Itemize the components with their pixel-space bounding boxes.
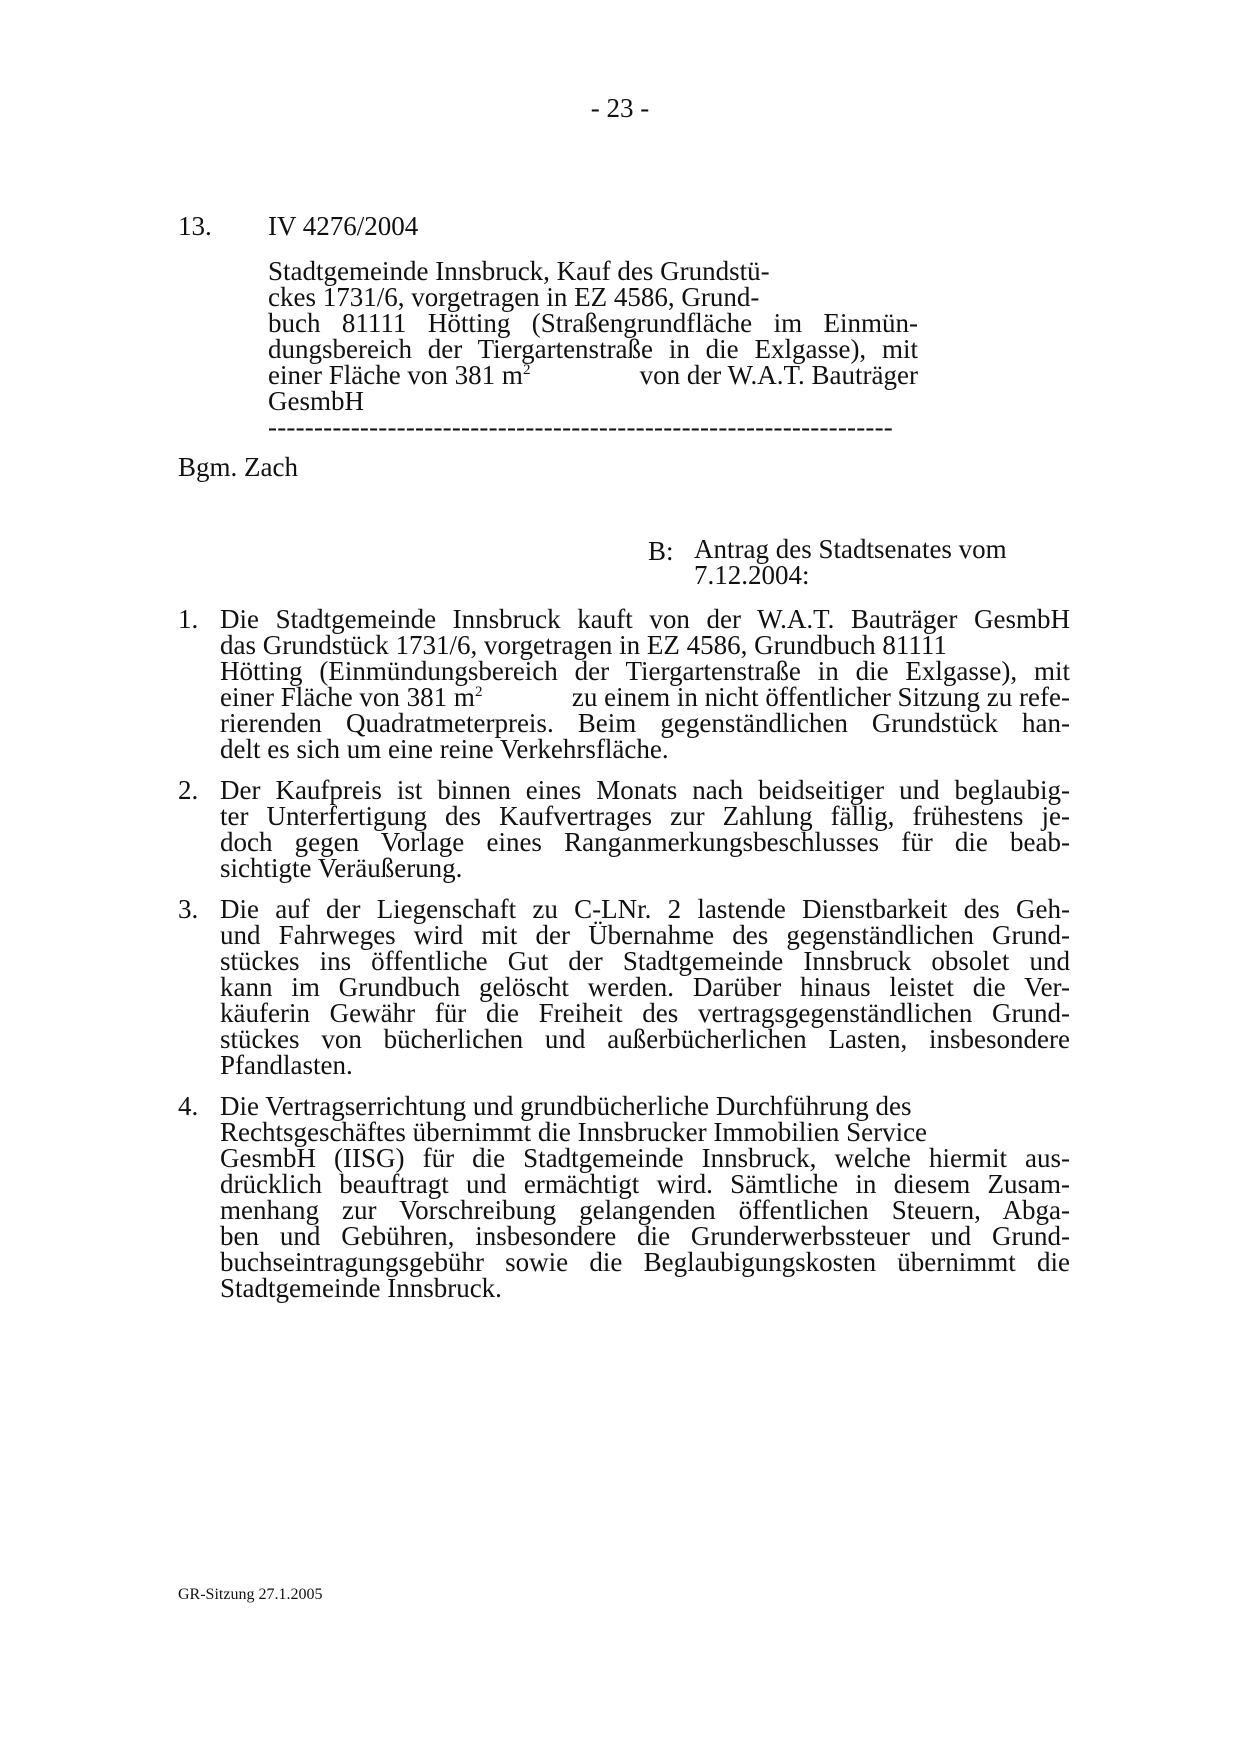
list-line: stückes ins öffentliche Gut der Stadtgemeinde Innsbruck obsolet und [220, 946, 1070, 976]
list-item-number: 2. [178, 775, 199, 805]
area-superscript: 2 [522, 362, 531, 378]
list-line: buchseintragungsgebühr sowie die Beglaubigungskosten übernimmt die [220, 1247, 1070, 1277]
description-line [268, 362, 918, 388]
page-number: - 23 - [590, 93, 650, 123]
list-line: rierenden Quadratmeterpreis. Beim gegenständlichen Grundstück han- [220, 708, 1070, 738]
list-line: drücklich beauftragt und ermächtigt wird. Sämtliche in diesem Zusam- [220, 1169, 1070, 1199]
list-line-part: einer Fläche von 381 m [220, 682, 475, 712]
footer-meeting-date: GR-Sitzung 27.1.2005 [178, 1586, 323, 1603]
list-line: Hötting (Einmündungsbereich der Tiergartenstraße in die Exlgasse), mit [220, 656, 1070, 686]
list-line: menhang zur Vorschreibung gelangenden öffentlichen Steuern, Abga- [220, 1195, 1070, 1225]
list-line: doch gegen Vorlage eines Ranganmerkungsbeschlusses für die beab- [220, 827, 1070, 857]
description-line: dungsbereich der Tiergartenstraße in die Exlgasse), mit [268, 334, 918, 364]
list-line-part: zu einem in nicht öffentlicher Sitzung zu refe- [571, 682, 1070, 712]
list-item-number: 4. [178, 1091, 199, 1121]
list-item-text [220, 777, 1070, 881]
list-item [178, 1093, 1070, 1301]
speaker-name: Bgm. Zach [178, 452, 298, 482]
motion-text [694, 536, 1074, 588]
list-line: Die Vertragserrichtung und grundbücherliche Durchführung des [220, 1091, 912, 1121]
list-item [178, 896, 1070, 1078]
list-line: Rechtsgeschäftes übernimmt die Innsbrucker Immobilien Service [220, 1117, 928, 1147]
list-line [220, 684, 1070, 710]
description-line-part: einer Fläche von 381 m [268, 360, 523, 390]
list-line: Pfandlasten. [220, 1050, 353, 1080]
description-line: GesmbH [268, 386, 364, 416]
agenda-item-code: IV 4276/2004 [268, 211, 419, 241]
list-line: sichtigte Veräußerung. [220, 853, 463, 883]
motion-text-line: Antrag des Stadtsenates vom [694, 534, 1007, 564]
list-item-number: 1. [178, 604, 199, 634]
list-line: Stadtgemeinde Innsbruck. [220, 1273, 502, 1303]
list-line: Der Kaufpreis ist binnen eines Monats nach beidseitiger und beglaubig- [220, 775, 1070, 805]
list-item [178, 606, 1070, 762]
motion-label: B: [648, 536, 674, 566]
list-line: Die Stadtgemeinde Innsbruck kauft von der W.A.T. Bauträger GesmbH [220, 604, 1070, 634]
description-line: buch 81111 Hötting (Straßengrundfläche im Einmün- [268, 308, 918, 338]
list-line: und Fahrweges wird mit der Übernahme des gegenständlichen Grund- [220, 920, 1070, 950]
list-line: käuferin Gewähr für die Freiheit des vertragsgegenständlichen Grund- [220, 998, 1070, 1028]
list-line: stückes von bücherlichen und außerbücherlichen Lasten, insbesondere [220, 1024, 1070, 1054]
list-item-text [220, 1093, 1070, 1301]
list-line: kann im Grundbuch gelöscht werden. Darüber hinaus leistet die Ver- [220, 972, 1070, 1002]
list-item-text [220, 606, 1070, 762]
list-line: Die auf der Liegenschaft zu C-LNr. 2 lastende Dienstbarkeit des Geh- [220, 894, 1070, 924]
list-line: ter Unterfertigung des Kaufvertrages zur Zahlung fällig, frühestens je- [220, 801, 1070, 831]
list-line: das Grundstück 1731/6, vorgetragen in EZ 4586, Grundbuch 81111 [220, 630, 947, 660]
resolution-list [178, 606, 1070, 1316]
list-item [178, 777, 1070, 881]
agenda-item-description [268, 258, 918, 414]
description-line: ckes 1731/6, vorgetragen in EZ 4586, Grund- [268, 282, 760, 312]
list-line: GesmbH (IISG) für die Stadtgemeinde Innsbruck, welche hiermit aus- [220, 1143, 1070, 1173]
separator-line: -------------------------------------------------------------------- [268, 412, 894, 442]
motion-text-line: 7.12.2004: [694, 560, 810, 590]
list-line: delt es sich um eine reine Verkehrsfläche. [220, 734, 669, 764]
list-item-number: 3. [178, 894, 199, 924]
description-line-part: von der W.A.T. Bauträger [639, 360, 918, 390]
description-line: Stadtgemeinde Innsbruck, Kauf des Grundstü- [268, 256, 770, 286]
area-superscript: 2 [474, 684, 483, 700]
list-line: ben und Gebühren, insbesondere die Grunderwerbssteuer und Grund- [220, 1221, 1070, 1251]
list-item-text [220, 896, 1070, 1078]
agenda-item-number: 13. [178, 211, 212, 241]
